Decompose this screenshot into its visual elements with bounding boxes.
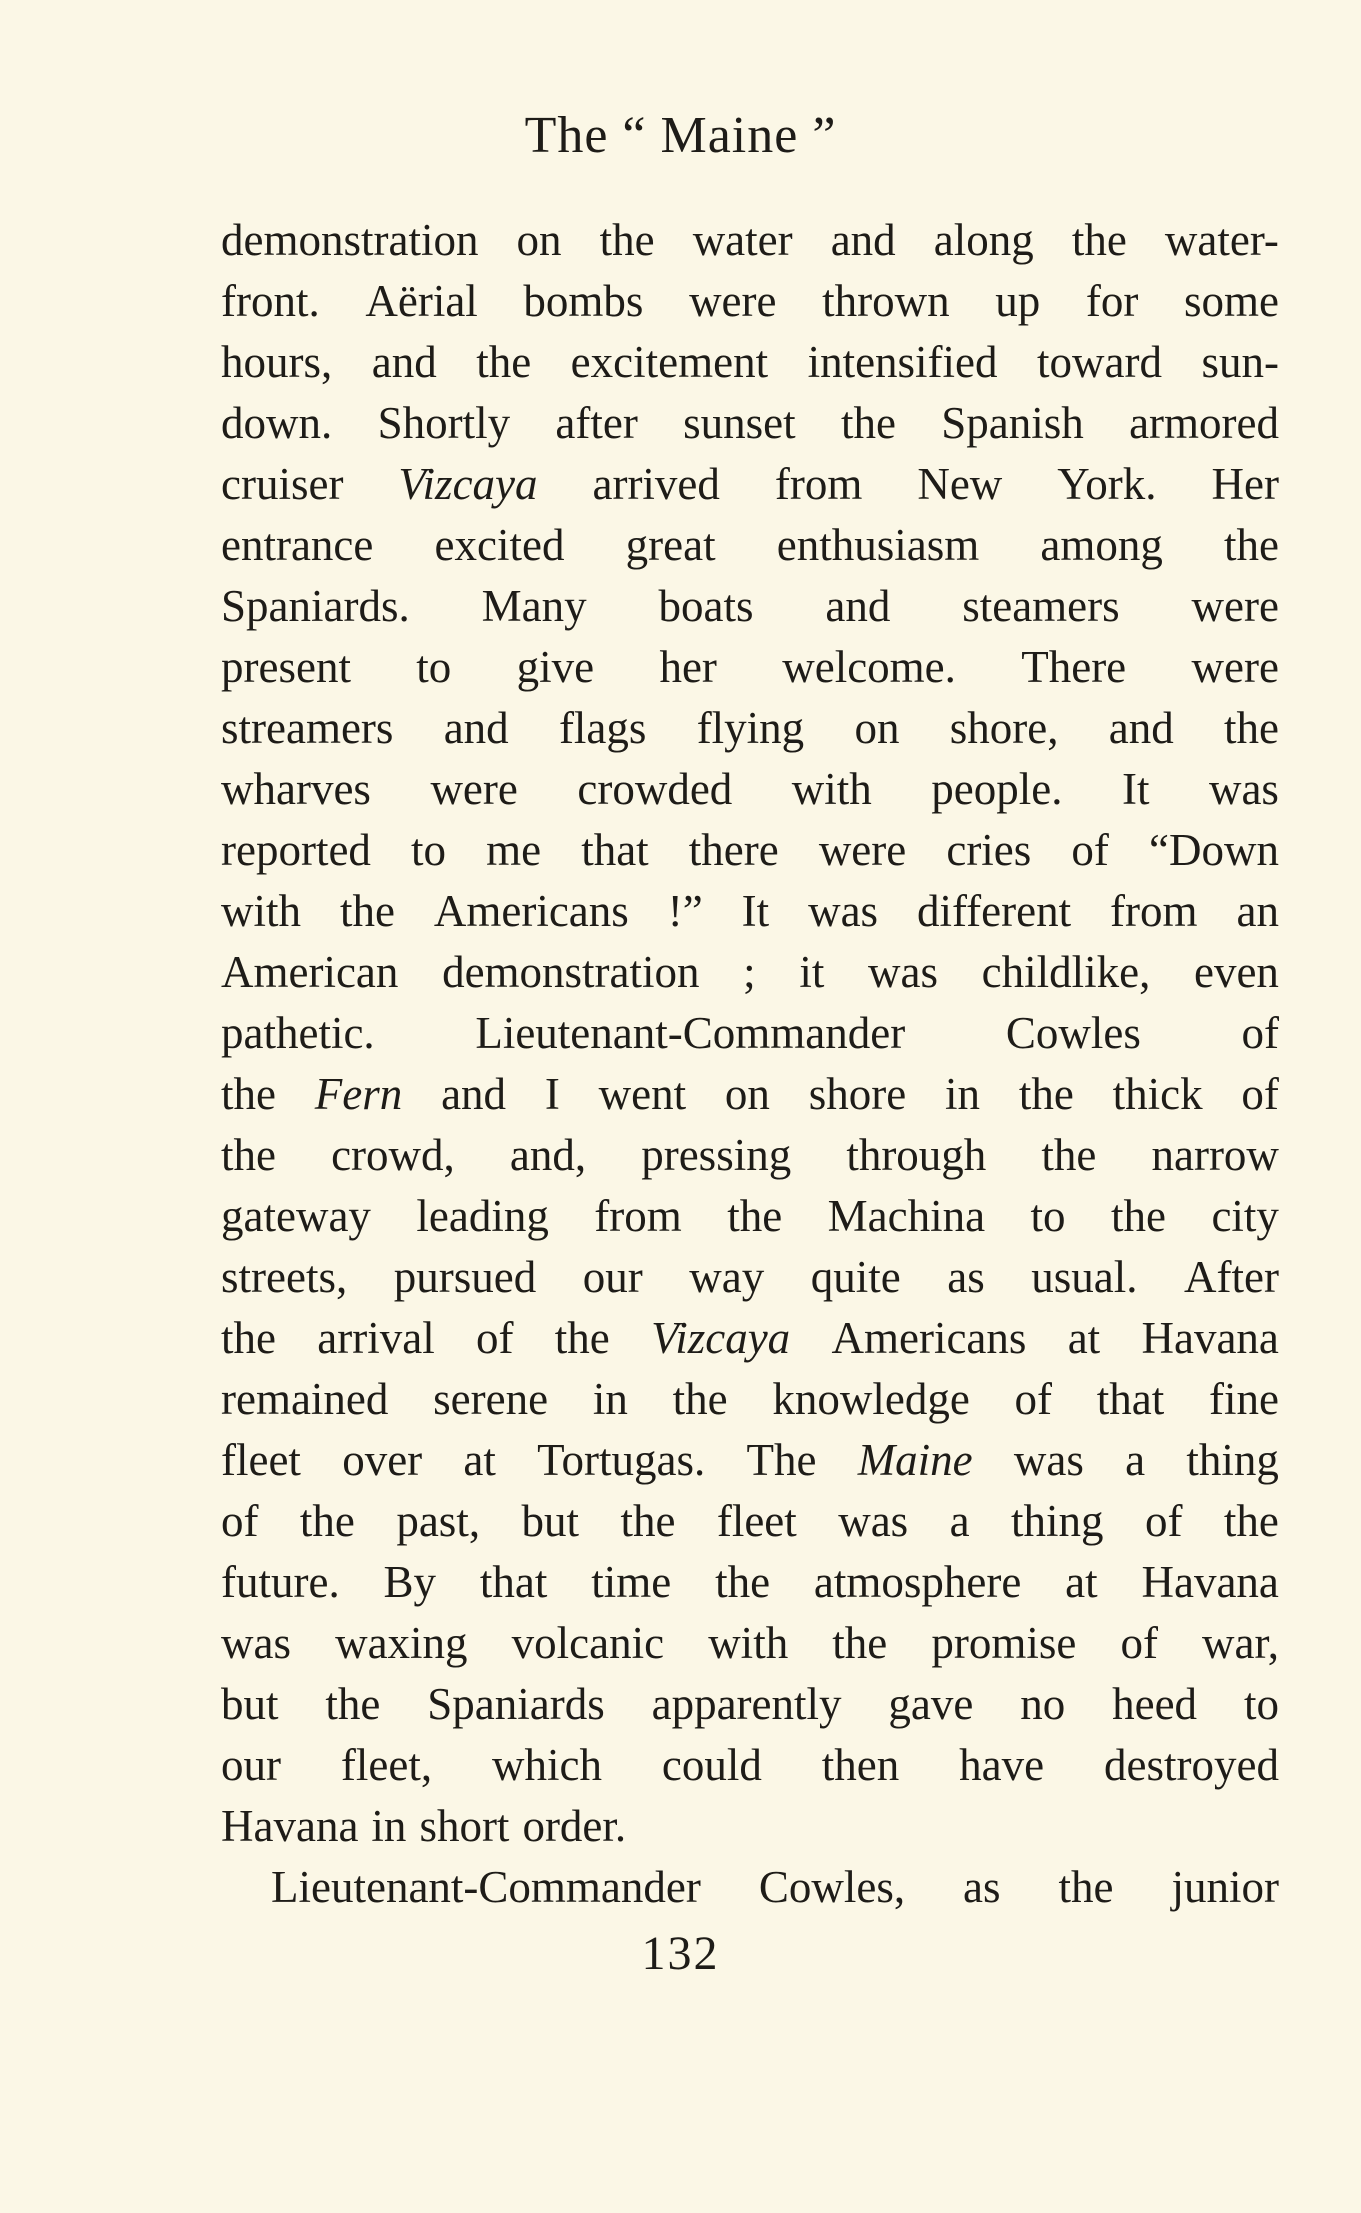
word: after — [555, 398, 638, 448]
word: Lieutenant-Commander — [475, 1008, 906, 1058]
text-line — [221, 942, 1279, 1003]
word: streets, — [221, 1252, 348, 1302]
word: city — [1211, 1191, 1279, 1241]
word: ; — [743, 947, 756, 997]
word: down. — [221, 398, 333, 448]
word: streamers — [221, 703, 394, 753]
word: Shortly — [377, 398, 511, 448]
word: in — [371, 1801, 407, 1851]
text-line — [221, 1796, 1279, 1857]
word: from — [1110, 886, 1198, 936]
word: serene — [433, 1374, 549, 1424]
word: pathetic. — [221, 1008, 375, 1058]
text-line — [221, 1430, 1279, 1491]
text-line — [221, 332, 1279, 393]
word: were — [1191, 642, 1279, 692]
word: Vizcaya — [651, 1313, 791, 1363]
word: as — [947, 1252, 985, 1302]
word: “Down — [1148, 825, 1279, 875]
word: pursued — [393, 1252, 537, 1302]
text-line — [221, 1735, 1279, 1796]
text-line — [221, 576, 1279, 637]
word: gave — [888, 1679, 974, 1729]
word: that — [581, 825, 649, 875]
word: but — [221, 1679, 279, 1729]
word: It — [741, 886, 770, 936]
word: narrow — [1151, 1130, 1279, 1180]
word: among — [1040, 520, 1163, 570]
word: to — [1030, 1191, 1066, 1241]
text-line — [221, 1125, 1279, 1186]
word: cruiser — [221, 459, 344, 509]
text-line — [221, 393, 1279, 454]
word: Havana — [1141, 1313, 1279, 1363]
running-head: The “ Maine ” — [524, 107, 837, 164]
word: apparently — [651, 1679, 842, 1729]
word: but — [521, 1496, 580, 1546]
word: arrived — [592, 459, 720, 509]
word: demonstration — [221, 215, 479, 265]
word: were — [689, 276, 777, 326]
word: pressing — [641, 1130, 792, 1180]
word: the — [715, 1557, 771, 1607]
word: fine — [1209, 1374, 1279, 1424]
word: front. — [221, 276, 320, 326]
word: were — [818, 825, 907, 875]
word: over — [342, 1435, 423, 1485]
word: with — [791, 764, 872, 814]
word: was — [1013, 1435, 1084, 1485]
word: entrance — [221, 520, 374, 570]
word: gateway — [221, 1191, 371, 1241]
word: Tortugas. — [537, 1435, 706, 1485]
word: bombs — [523, 276, 644, 326]
word: reported — [221, 825, 371, 875]
word: arrival — [317, 1313, 435, 1363]
word: of — [221, 1496, 259, 1546]
word: as — [963, 1862, 1001, 1912]
word: wharves — [221, 764, 371, 814]
word: short — [419, 1801, 510, 1851]
word: Aërial — [365, 276, 478, 326]
text-line — [221, 637, 1279, 698]
word: waxing — [335, 1618, 468, 1668]
word: Havana — [221, 1801, 359, 1851]
word: was — [1208, 764, 1279, 814]
word: Her — [1211, 459, 1279, 509]
text-line — [221, 454, 1279, 515]
text-line — [221, 1247, 1279, 1308]
word: the — [1018, 1069, 1074, 1119]
word: give — [516, 642, 595, 692]
word: was — [221, 1618, 291, 1668]
word: from — [774, 459, 863, 509]
word: Many — [481, 581, 587, 631]
text-line — [221, 820, 1279, 881]
word: Spanish — [941, 398, 1084, 448]
word: time — [591, 1557, 672, 1607]
word: boats — [658, 581, 754, 631]
text-line — [221, 515, 1279, 576]
word: of — [1144, 1496, 1183, 1546]
word: to — [411, 825, 447, 875]
word: through — [846, 1130, 987, 1180]
word: past, — [396, 1496, 481, 1546]
word: American — [221, 947, 399, 997]
word: and — [443, 703, 509, 753]
word: There — [1021, 642, 1127, 692]
word: demonstration — [442, 947, 700, 997]
word: a — [1125, 1435, 1146, 1485]
word: great — [625, 520, 716, 570]
word: heed — [1112, 1679, 1198, 1729]
word: the — [1111, 1191, 1166, 1241]
word: crowded — [577, 764, 733, 814]
word: the — [832, 1618, 888, 1668]
word: New — [917, 459, 1003, 509]
word: thing — [1011, 1496, 1104, 1546]
word: the — [221, 1069, 276, 1119]
word: shore, — [949, 703, 1059, 753]
word: some — [1183, 276, 1279, 326]
word: way — [689, 1252, 765, 1302]
word: water — [692, 215, 793, 265]
word: different — [917, 886, 1072, 936]
word: Americans — [433, 886, 629, 936]
word: leading — [416, 1191, 549, 1241]
word: armored — [1129, 398, 1279, 448]
word: volcanic — [511, 1618, 665, 1668]
word: on — [516, 215, 562, 265]
word: The — [746, 1435, 817, 1485]
word: the — [1223, 1496, 1279, 1546]
word: people. — [931, 764, 1063, 814]
word: destroyed — [1104, 1740, 1279, 1790]
word: Vizcaya — [398, 459, 538, 509]
word: the — [727, 1191, 783, 1241]
text-line — [221, 1186, 1279, 1247]
word: have — [959, 1740, 1045, 1790]
word: for — [1085, 276, 1139, 326]
word: could — [661, 1740, 762, 1790]
word: the — [221, 1313, 276, 1363]
word: After — [1184, 1252, 1279, 1302]
word: of — [1241, 1069, 1279, 1119]
word: it — [799, 947, 825, 997]
word: It — [1121, 764, 1150, 814]
word: Spaniards. — [221, 581, 410, 631]
word: the — [620, 1496, 676, 1546]
text-line — [221, 1491, 1279, 1552]
text-line — [221, 1369, 1279, 1430]
word: excited — [434, 520, 565, 570]
word: Cowles, — [758, 1862, 906, 1912]
word: enthusiasm — [776, 520, 980, 570]
word: no — [1020, 1679, 1066, 1729]
word: at — [463, 1435, 496, 1485]
word: the — [339, 886, 395, 936]
word: By — [383, 1557, 437, 1607]
word: war, — [1202, 1618, 1279, 1668]
word: flying — [696, 703, 805, 753]
word: in — [945, 1069, 981, 1119]
word: to — [416, 642, 452, 692]
word: quite — [810, 1252, 901, 1302]
word: fleet — [716, 1496, 797, 1546]
word: the — [1223, 703, 1279, 753]
word: I — [544, 1069, 560, 1119]
word: the — [1058, 1862, 1114, 1912]
word: atmosphere — [813, 1557, 1022, 1607]
word: our — [221, 1740, 281, 1790]
word: Fern — [314, 1069, 403, 1119]
word: hours, — [221, 337, 333, 387]
word: and, — [509, 1130, 587, 1180]
word: were — [430, 764, 518, 814]
word: at — [1067, 1313, 1101, 1363]
word: to — [1243, 1679, 1279, 1729]
word: water- — [1164, 215, 1279, 265]
word: thing — [1186, 1435, 1279, 1485]
word: fleet, — [340, 1740, 433, 1790]
word: with — [708, 1618, 789, 1668]
word: Machina — [827, 1191, 986, 1241]
word: intensified — [807, 337, 998, 387]
word: remained — [221, 1374, 389, 1424]
word: and — [1108, 703, 1174, 753]
word: up — [995, 276, 1041, 326]
word: then — [821, 1740, 900, 1790]
word: Americans — [831, 1313, 1027, 1363]
word: the — [476, 337, 532, 387]
word: even — [1193, 947, 1279, 997]
word: on — [854, 703, 900, 753]
word: of — [1014, 1374, 1053, 1424]
word: !” — [667, 886, 703, 936]
word: in — [592, 1374, 628, 1424]
word: and — [830, 215, 896, 265]
word: that — [479, 1557, 548, 1607]
word: Lieutenant-Commander — [271, 1862, 701, 1912]
word: thrown — [822, 276, 950, 326]
text-line — [221, 759, 1279, 820]
word: of — [1120, 1618, 1158, 1668]
word: order. — [522, 1801, 627, 1851]
word: the — [599, 215, 655, 265]
word: there — [688, 825, 779, 875]
word: usual. — [1031, 1252, 1138, 1302]
word: me — [486, 825, 542, 875]
word: the — [672, 1374, 728, 1424]
word: was — [838, 1496, 909, 1546]
word: with — [221, 886, 302, 936]
word: toward — [1037, 337, 1162, 387]
word: welcome. — [782, 642, 956, 692]
word: and — [371, 337, 437, 387]
word: that — [1096, 1374, 1165, 1424]
word: of — [476, 1313, 514, 1363]
word: steamers — [962, 581, 1120, 631]
word: of — [1241, 1008, 1279, 1058]
word: the — [1041, 1130, 1097, 1180]
word: childlike, — [981, 947, 1151, 997]
word: on — [724, 1069, 770, 1119]
word: was — [808, 886, 879, 936]
word: sunset — [683, 398, 796, 448]
text-line — [221, 881, 1279, 942]
word: the — [325, 1679, 381, 1729]
body-text — [221, 210, 1279, 1918]
word: were — [1191, 581, 1279, 631]
word: future. — [221, 1557, 340, 1607]
text-line — [221, 1613, 1279, 1674]
text-line — [221, 698, 1279, 759]
text-line — [221, 210, 1279, 271]
text-line — [221, 1064, 1279, 1125]
word: went — [598, 1069, 687, 1119]
word: Cowles — [1005, 1008, 1141, 1058]
word: the — [554, 1313, 610, 1363]
text-line — [221, 1674, 1279, 1735]
word: and — [441, 1069, 507, 1119]
word: knowledge — [772, 1374, 970, 1424]
word: crowd, — [331, 1130, 455, 1180]
word: sun- — [1201, 337, 1279, 387]
word: an — [1236, 886, 1279, 936]
word: and — [825, 581, 891, 631]
word: our — [582, 1252, 643, 1302]
word: the — [1224, 520, 1279, 570]
word: the — [1071, 215, 1127, 265]
word: York. — [1057, 459, 1157, 509]
word: cries — [946, 825, 1032, 875]
text-line — [221, 271, 1279, 332]
word: at — [1065, 1557, 1098, 1607]
page-number: 132 — [641, 1927, 720, 1980]
word: flags — [558, 703, 647, 753]
text-line — [221, 1003, 1279, 1064]
word: a — [949, 1496, 970, 1546]
word: Spaniards — [427, 1679, 605, 1729]
word: the — [840, 398, 896, 448]
word: promise — [931, 1618, 1077, 1668]
word: shore — [808, 1069, 907, 1119]
text-line — [221, 1552, 1279, 1613]
word: was — [867, 947, 938, 997]
word: her — [659, 642, 717, 692]
word: fleet — [221, 1435, 301, 1485]
word: Maine — [857, 1435, 973, 1485]
word: present — [221, 642, 351, 692]
word: the — [221, 1130, 276, 1180]
word: thick — [1112, 1069, 1203, 1119]
word: the — [299, 1496, 355, 1546]
word: from — [594, 1191, 682, 1241]
text-line — [221, 1308, 1279, 1369]
word: Havana — [1141, 1557, 1279, 1607]
word: excitement — [570, 337, 769, 387]
word: which — [492, 1740, 602, 1790]
word: of — [1071, 825, 1109, 875]
text-line — [221, 1857, 1279, 1918]
word: along — [933, 215, 1034, 265]
word: junior — [1171, 1862, 1279, 1912]
